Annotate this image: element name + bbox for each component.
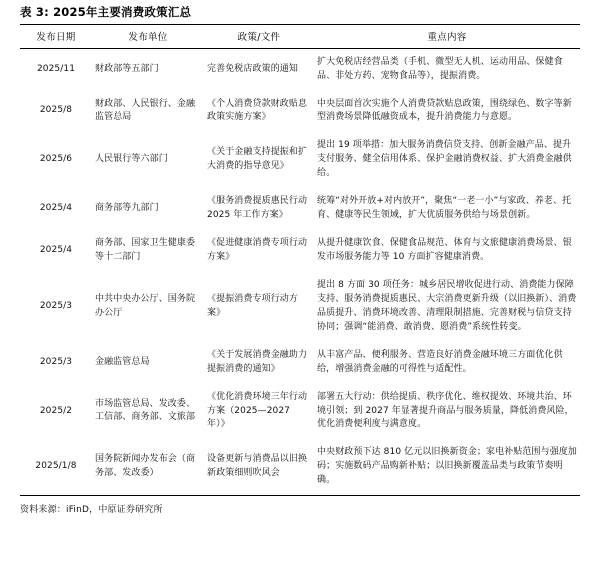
table-row — [20, 439, 580, 495]
cell-org: 商务部、国家卫生健康委等十二部门 — [95, 238, 196, 263]
cell-doc: 《关于发展消费金融助力提振消费的通知》 — [207, 349, 308, 374]
cell-org: 国务院新闻办发布会（商务部、发改委） — [92, 439, 204, 495]
cell-detail: 部署五大行动：供给提质、秩序优化、维权提效、环境共治、环境引领；到 2027 年显著提升商品与服务质量，降低消费风险，优化消费便利度与满意度。 — [317, 391, 574, 430]
table-row — [20, 272, 580, 342]
cell-detail: 中央财政预下达 810 亿元以旧换新资金；家电补贴范围与强度加码；实施数码产品购新补贴；以旧换新覆盖品类与政策节奏明确。 — [314, 439, 580, 495]
cell-org: 财政部、人民银行、金融监管总局 — [95, 98, 196, 123]
cell-doc: 《提振消费专项行动方案》 — [207, 293, 299, 318]
cell-org: 中共中央办公厅、国务院办公厅 — [95, 293, 196, 318]
cell-org: 商务部等九部门 — [95, 203, 159, 214]
column-header-doc: 政策/文件 — [204, 24, 314, 48]
table-row — [20, 384, 580, 440]
cell-doc: 设备更新与消费品以旧换新政策细则吹风会 — [204, 439, 314, 495]
cell-date: 2025/2 — [39, 405, 73, 416]
cell-doc: 完善免税店政策的通知 — [207, 63, 299, 74]
cell-date: 2025/4 — [39, 245, 73, 256]
cell-org: 财政部等五部门 — [95, 63, 159, 74]
cell-date: 2025/1/8 — [20, 439, 92, 495]
cell-detail: 提出 19 项举措：加大服务消费信贷支持、创新金融产品、提升支付服务、健全信用体系、保护金融消费权益、扩大消费金融供给。 — [317, 140, 572, 179]
column-header-date: 发布日期 — [20, 24, 92, 48]
column-header-org: 发布单位 — [92, 24, 204, 48]
cell-detail: 统筹“对外开放+对内放开”，聚焦“一老一小”与家政、养老、托育、健康等民生领域，扩大优质服务供给与场景创新。 — [317, 196, 572, 221]
cell-date: 2025/3 — [39, 300, 73, 311]
cell-date: 2025/6 — [39, 154, 73, 165]
cell-date: 2025/4 — [39, 203, 73, 214]
table-row — [20, 342, 580, 384]
cell-detail: 从提升健康饮食、保健食品规范、体育与文旅健康消费场景、银发市场服务能力等 10 方面扩容健康消费。 — [317, 238, 572, 263]
cell-doc: 《促进健康消费专项行动方案》 — [207, 238, 308, 263]
table-body — [20, 48, 580, 496]
cell-date: 2025/11 — [36, 63, 76, 74]
cell-date: 2025/3 — [39, 356, 73, 367]
table-header — [20, 24, 580, 48]
table-row — [20, 91, 580, 133]
cell-doc: 《服务消费提质惠民行动 2025 年工作方案》 — [207, 196, 308, 221]
table-row — [20, 230, 580, 272]
table-row — [20, 188, 580, 230]
cell-doc: 《个人消费贷款财政贴息政策实施方案》 — [207, 98, 308, 123]
table-row — [20, 48, 580, 90]
table-row — [20, 132, 580, 188]
cell-org: 市场监管总局、发改委、工信部、商务部、文旅部 — [95, 398, 196, 423]
cell-detail: 中央层面首次实施个人消费贷款贴息政策，围绕绿色、数字等新型消费场景降低融资成本，提升消费能力与意愿。 — [317, 98, 572, 123]
column-header-detail: 重点内容 — [314, 24, 580, 48]
cell-org: 人民银行等六部门 — [95, 154, 168, 165]
cell-doc: 《关于金融支持提振和扩大消费的指导意见》 — [207, 147, 308, 172]
policy-summary-table — [20, 24, 580, 497]
cell-date: 2025/8 — [39, 105, 73, 116]
cell-detail: 提出 8 方面 30 项任务：城乡居民增收促进行动、消费能力保障支持、服务消费提质惠民、大宗消费更新升级（以旧换新）、消费品质提升、消费环境改善、清理限制措施、完善财税与信贷支持协同；强调“能消费、敢消费、愿消费”系统性转变。 — [317, 279, 577, 332]
cell-org: 金融监管总局 — [95, 356, 150, 367]
cell-detail: 从丰富产品、便利服务、营造良好消费金融环境三方面优化供给，增强消费金融的可得性与适配性。 — [317, 349, 563, 374]
source-note: 资料来源：iFinD，中原证券研究所 — [20, 505, 163, 516]
table-header-row — [20, 24, 580, 48]
cell-detail: 扩大免税店经营品类（手机、微型无人机、运动用品、保健食品、非处方药、宠物食品等），提振消费。 — [317, 56, 563, 81]
cell-doc: 《优化消费环境三年行动方案（2025—2027 年）》 — [207, 391, 308, 430]
table-caption: 表 3: 2025年主要消费政策汇总 — [20, 5, 192, 19]
